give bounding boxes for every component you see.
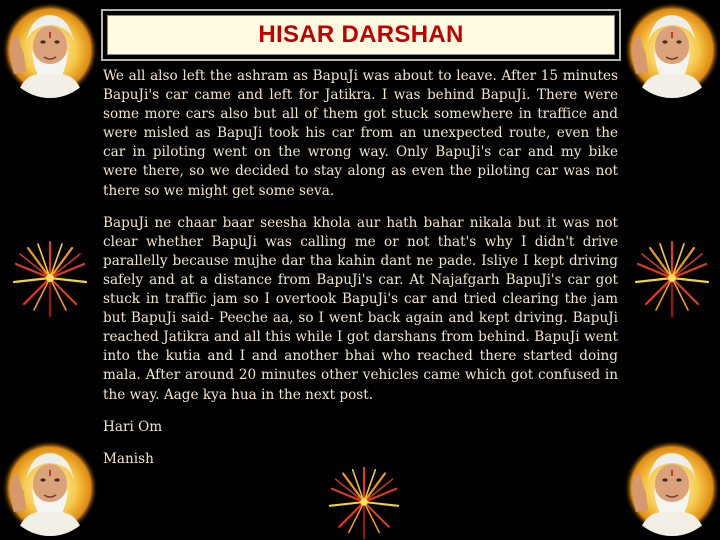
paragraph-2: BapuJi ne chaar baar seesha khola aur hath bahar nikala but it was not clear whether BapuJi was calling me or not that's why I didn't drive parallelly because mujhe dar tha kahin dant ne pade. Isliye I kept driving safely and at a distance from BapuJi's car. At Najafgarh BapuJi's car got stuck in traffic jam so I overtook BapuJi's car and tried clearing the jam but BapuJi said- Peeche aa, so I went back again and kept driving. BapuJi reached Jatikra and all this while I got darshans from behind. BapuJi went into the kutia and I and another bhai who reached there started doing mala. After around 20 minutes other vehicles came which got confused in the way. Aage kya hua in the next post. bbox=[103, 214, 618, 403]
portrait-bottom-left bbox=[2, 440, 98, 536]
signature-greeting: Hari Om bbox=[103, 418, 163, 435]
firework-left bbox=[10, 238, 90, 318]
signature-name: Manish bbox=[103, 450, 154, 467]
title-panel bbox=[107, 15, 615, 55]
article-body bbox=[103, 67, 618, 482]
paragraph-1: We all also left the ashram as BapuJi was about to leave. After 15 minutes BapuJi's car came and left for Jatikra. I was behind BapuJi. There were some more cars also but all of them got stuck somewhere in traffice and were misled as BapuJi took his car from an unexpected route, even the car in piloting went on the wrong way. Only BapuJi's car and my bike were there, so we decided to stay along as even the piloting car was not there so we might get some seva. bbox=[103, 68, 618, 199]
portrait-bottom-right bbox=[624, 440, 720, 536]
portrait-top-right bbox=[624, 2, 720, 98]
firework-right bbox=[632, 238, 712, 318]
title-frame bbox=[101, 9, 621, 61]
portrait-top-left bbox=[2, 2, 98, 98]
page-title: HISAR DARSHAN bbox=[258, 21, 464, 48]
